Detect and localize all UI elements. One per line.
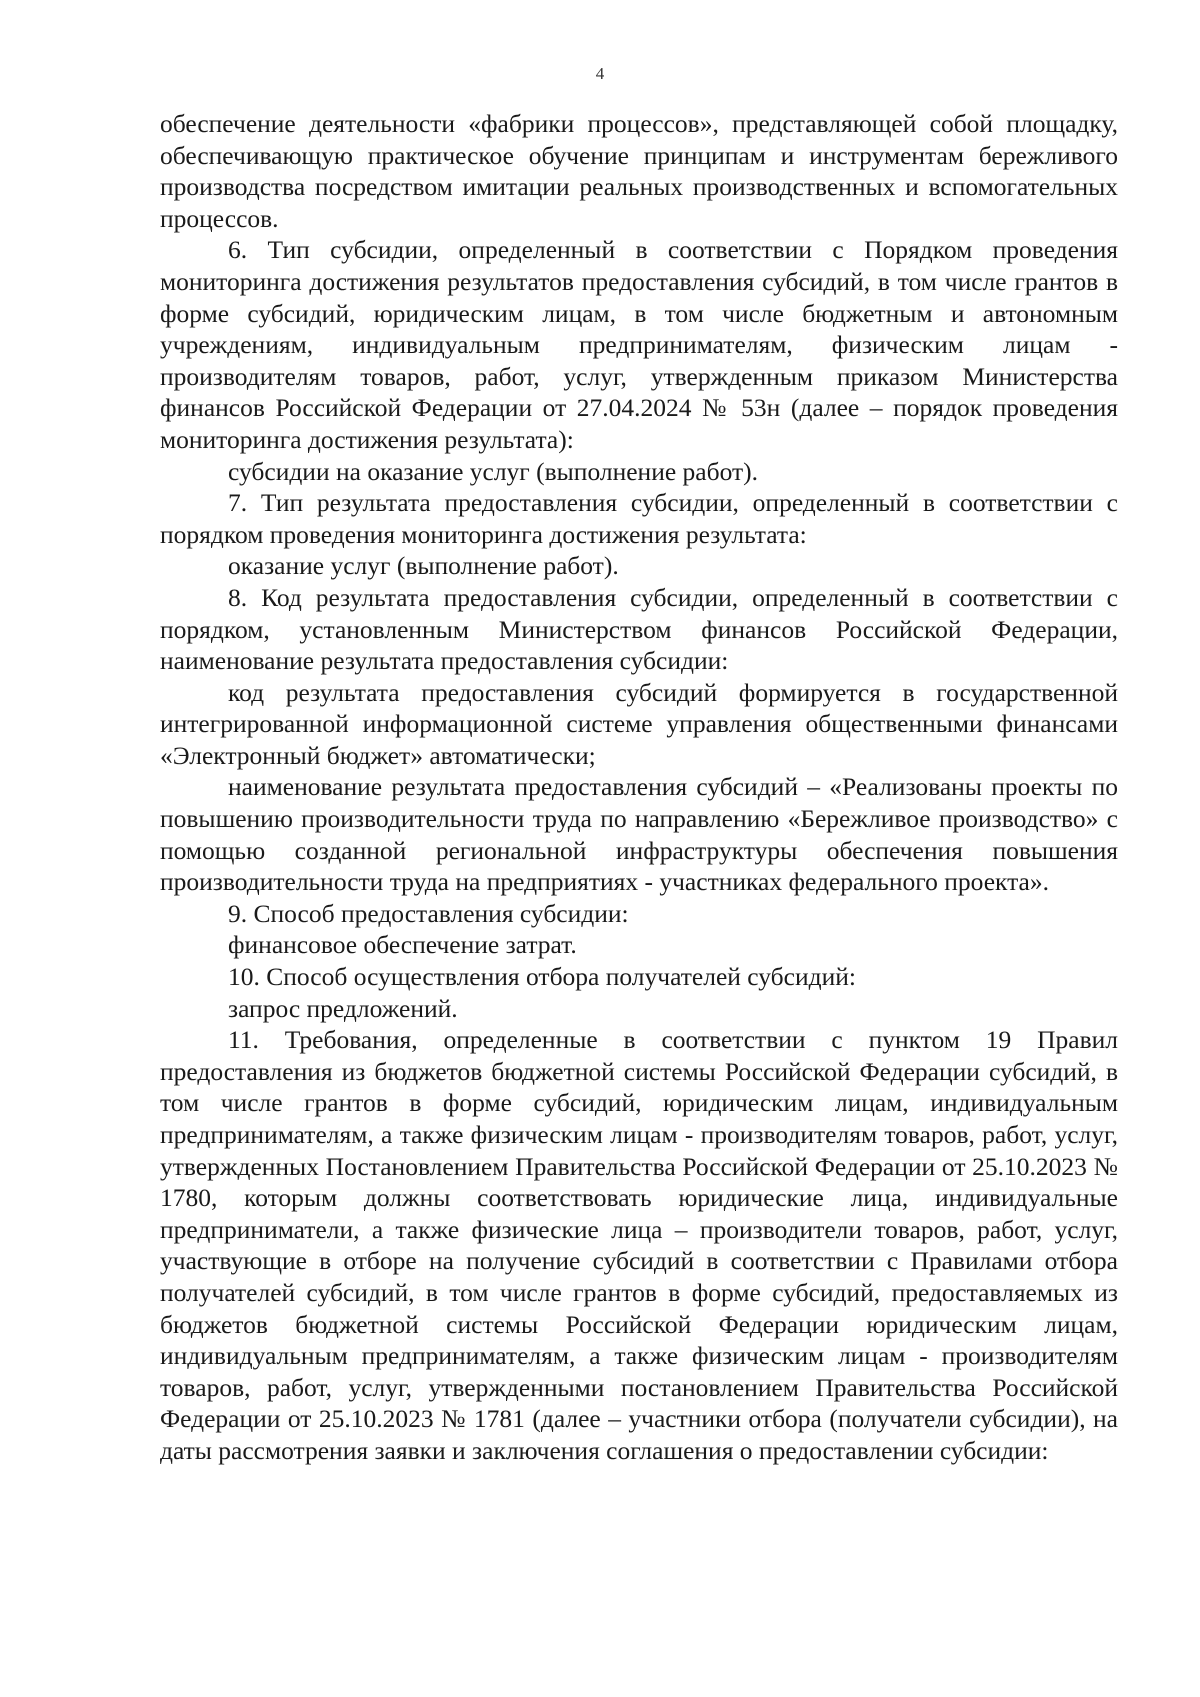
page-number: 4 [595,64,605,83]
paragraph-item-11: 11. Требования, определенные в соответствии с пунктом 19 Правил предоставления из бюджетов бюджетной системы Российской Федерации субсидий, в том числе грантов в форме субсидий, юридическим лицам, индивидуальным предпринимателям, а также физическим лицам - производителям товаров, работ, услуг, утвержденных Постановлением Правительства Российской Федерации от 25.10.2023 № 1780, которым должны соответствовать юридические лица, индивидуальные предприниматели, а также физические лица – производители товаров, работ, услуг, участвующие в отборе на получение субсидий в соответствии с Правилами отбора получателей субсидий, в том числе грантов в форме субсидий, предоставляемых из бюджетов бюджетной системы Российской Федерации юридическим лицам, индивидуальным предпринимателям, а также физическим лицам - производителям товаров, работ, услуг, утвержденными постановлением Правительства Российской Федерации от 25.10.2023 № 1781 (далее – участники отбора (получатели субсидии), на даты рассмотрения заявки и заключения соглашения о предоставлении субсидии: [160,1025,1118,1465]
paragraph-item-6: 6. Тип субсидии, определенный в соответствии с Порядком проведения мониторинга достижения результатов предоставления субсидий, в том числе грантов в форме субсидий, юридическим лицам, в том числе бюджетным и автономным учреждениям, индивидуальным предпринимателям, физическим лицам - производителям товаров, работ, услуг, утвержденным приказом Министерства финансов Российской Федерации от 27.04.2024 № 53н (далее – порядок проведения мониторинга достижения результата): [160,235,1118,454]
paragraph-item-10: 10. Способ осуществления отбора получателей субсидий: [228,962,856,992]
paragraph-item-9: 9. Способ предоставления субсидии: [228,898,629,928]
paragraph-item-8-code: код результата предоставления субсидий формируется в государственной интегрированной информационной системе управления общественными финансами «Электронный бюджет» автоматически; [160,677,1118,770]
document-body [160,108,1118,1467]
paragraph-item-9-value: финансовое обеспечение затрат. [228,930,577,960]
paragraph-item-7: 7. Тип результата предоставления субсидии, определенный в соответствии с порядком проведения мониторинга достижения результата: [160,488,1118,549]
paragraph-continuation: обеспечение деятельности «фабрики процессов», представляющей собой площадку, обеспечивающую практическое обучение принципам и инструментам бережливого производства посредством имитации реальных производственных и вспомогательных процессов. [160,109,1118,233]
paragraph-item-6-value: субсидии на оказание услуг (выполнение работ). [228,456,759,486]
paragraph-item-8: 8. Код результата предоставления субсидии, определенный в соответствии с порядком, установленным Министерством финансов Российской Федерации, наименование результата предоставления субсидии: [160,582,1118,676]
paragraph-item-8-name: наименование результата предоставления субсидий – «Реализованы проекты по повышению производительности труда по направлению «Бережливое производство» с помощью созданной региональной инфраструктуры обеспечения повышения производительности труда на предприятиях - участниках федерального проекта». [160,772,1118,897]
paragraph-item-10-value: запрос предложений. [228,993,458,1023]
paragraph-item-7-value: оказание услуг (выполнение работ). [228,551,619,581]
